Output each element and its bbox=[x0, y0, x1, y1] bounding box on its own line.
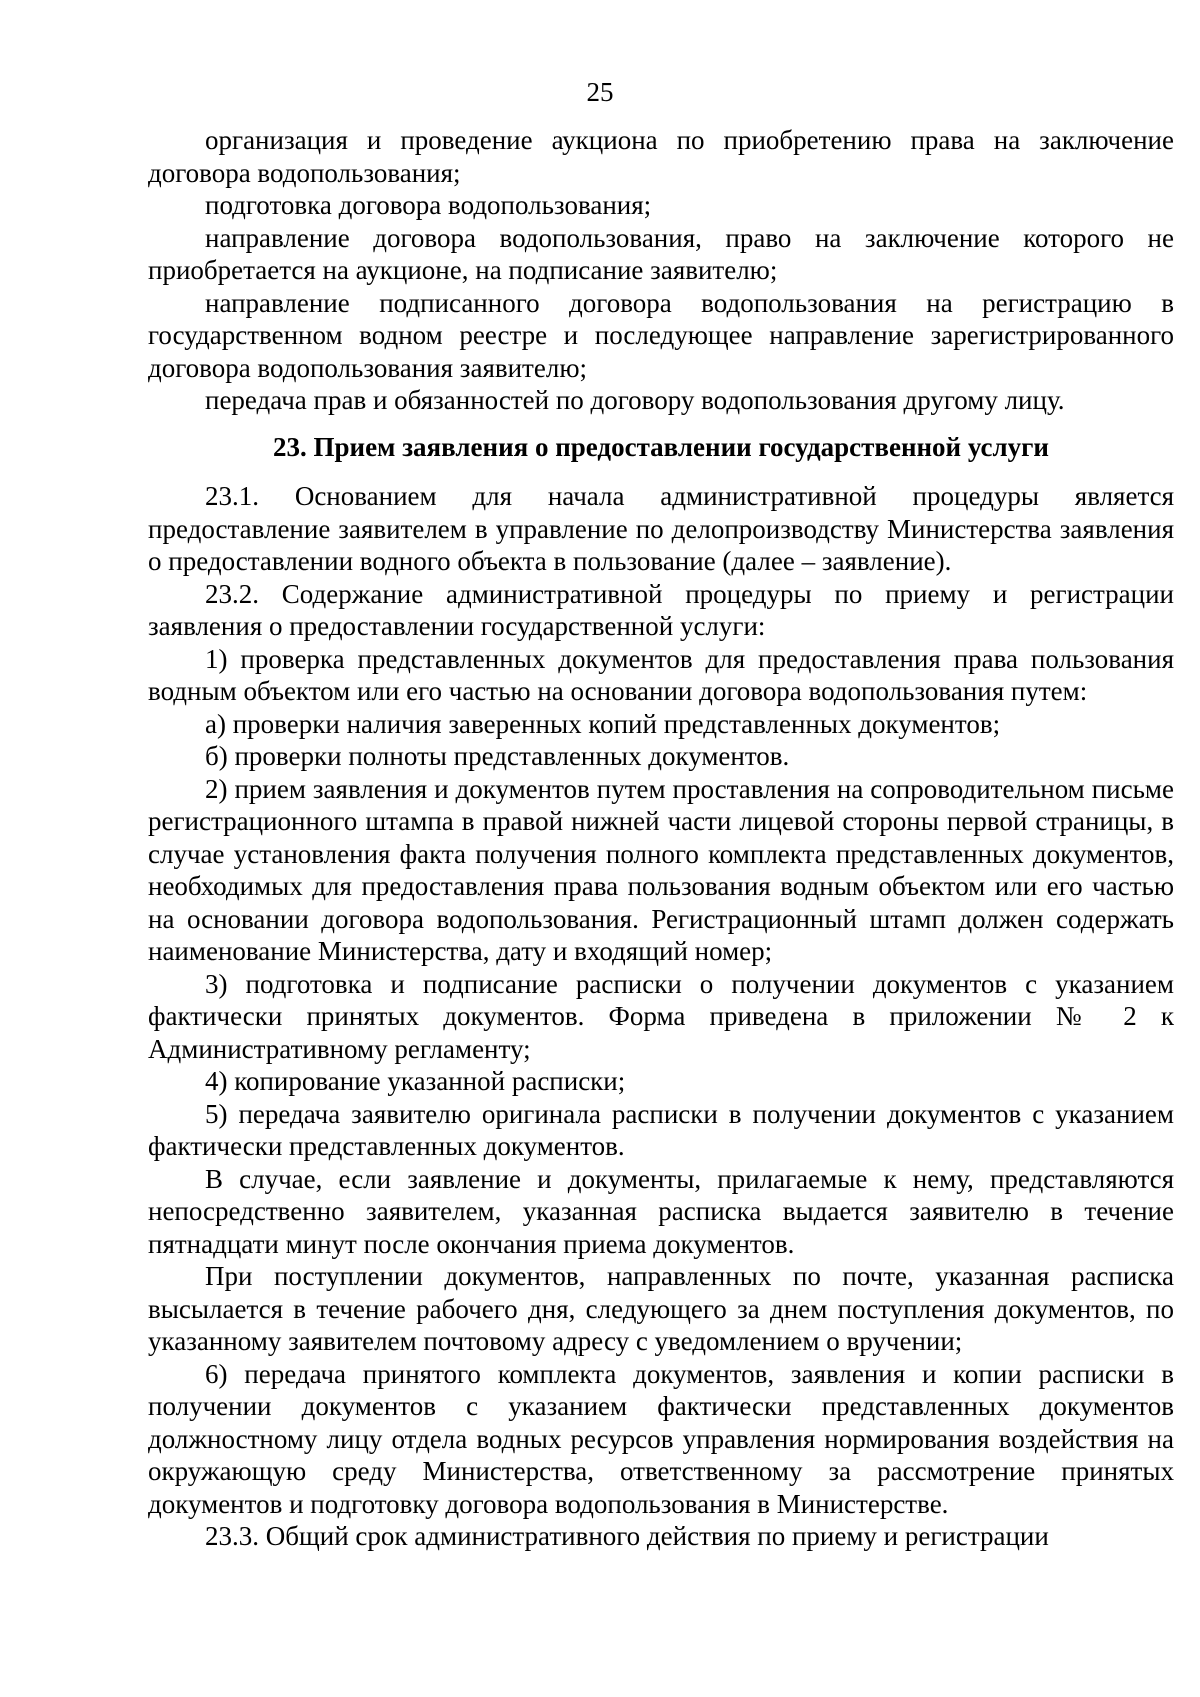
list-item: 3) подготовка и подписание расписки о получении документов с указанием фактически принятых документов. Форма приведена в приложении № 2 к Административному регламенту; bbox=[148, 968, 1174, 1064]
body-paragraph: 23.2. Содержание административной процедуры по приему и регистрации заявления о предоставлении государственной услуги: bbox=[148, 578, 1174, 641]
body-paragraph: 23.3. Общий срок административного действия по приему и регистрации bbox=[205, 1521, 1049, 1551]
body-paragraph: организация и проведение аукциона по приобретению права на заключение договора водопользования; bbox=[148, 125, 1174, 188]
list-item: 6) передача принятого комплекта документов, заявления и копии расписки в получении документов с указанием фактически представленных документов должностному лицу отдела водных ресурсов управления нормирования воздействия на окружающую среду Министерства, ответственному за рассмотрение принятых документов и подготовку договора водопользования в Министерстве. bbox=[148, 1358, 1174, 1519]
page-number: 25 bbox=[586, 77, 614, 107]
list-item: 1) проверка представленных документов для предоставления права пользования водным объектом или его частью на основании договора водопользования путем: bbox=[148, 643, 1174, 706]
body-paragraph: 23.1. Основанием для начала административной процедуры является предоставление заявителем в управление по делопроизводству Министерства заявления о предоставлении водного объекта в пользование (далее – заявление). bbox=[148, 481, 1174, 576]
list-item: 5) передача заявителю оригинала расписки в получении документов с указанием фактически представленных документов. bbox=[148, 1098, 1174, 1161]
document-body bbox=[148, 124, 1174, 1553]
body-paragraph: передача прав и обязанностей по договору водопользования другому лицу. bbox=[205, 385, 1065, 415]
body-paragraph: направление договора водопользования, право на заключение которого не приобретается на аукционе, на подписание заявителю; bbox=[148, 222, 1174, 285]
list-item: б) проверки полноты представленных документов. bbox=[205, 741, 790, 771]
body-paragraph: подготовка договора водопользования; bbox=[205, 190, 652, 220]
section-heading: 23. Прием заявления о предоставлении государственной услуги bbox=[273, 431, 1049, 462]
list-item: а) проверки наличия заверенных копий представленных документов; bbox=[205, 708, 1001, 739]
list-item: 2) прием заявления и документов путем проставления на сопроводительном письме регистрационного штампа в правой нижней части лицевой стороны первой страницы, в случае установления факта получения полного комплекта представленных документов, необходимых для предоставления права пользования водным объектом или его частью на основании договора водопользования. Регистрационный штамп должен содержать наименование Министерства, дату и входящий номер; bbox=[148, 773, 1174, 966]
body-paragraph: направление подписанного договора водопользования на регистрацию в государственном водном реестре и последующее направление зарегистрированного договора водопользования заявителю; bbox=[148, 287, 1174, 383]
body-paragraph: В случае, если заявление и документы, прилагаемые к нему, представляются непосредственно заявителем, указанная расписка выдается заявителю в течение пятнадцати минут после окончания приема документов. bbox=[148, 1163, 1174, 1259]
list-item: 4) копирование указанной расписки; bbox=[205, 1066, 626, 1096]
body-paragraph: При поступлении документов, направленных по почте, указанная расписка высылается в течение рабочего дня, следующего за днем поступления документов, по указанному заявителем почтовому адресу с уведомлением о вручении; bbox=[148, 1261, 1174, 1356]
